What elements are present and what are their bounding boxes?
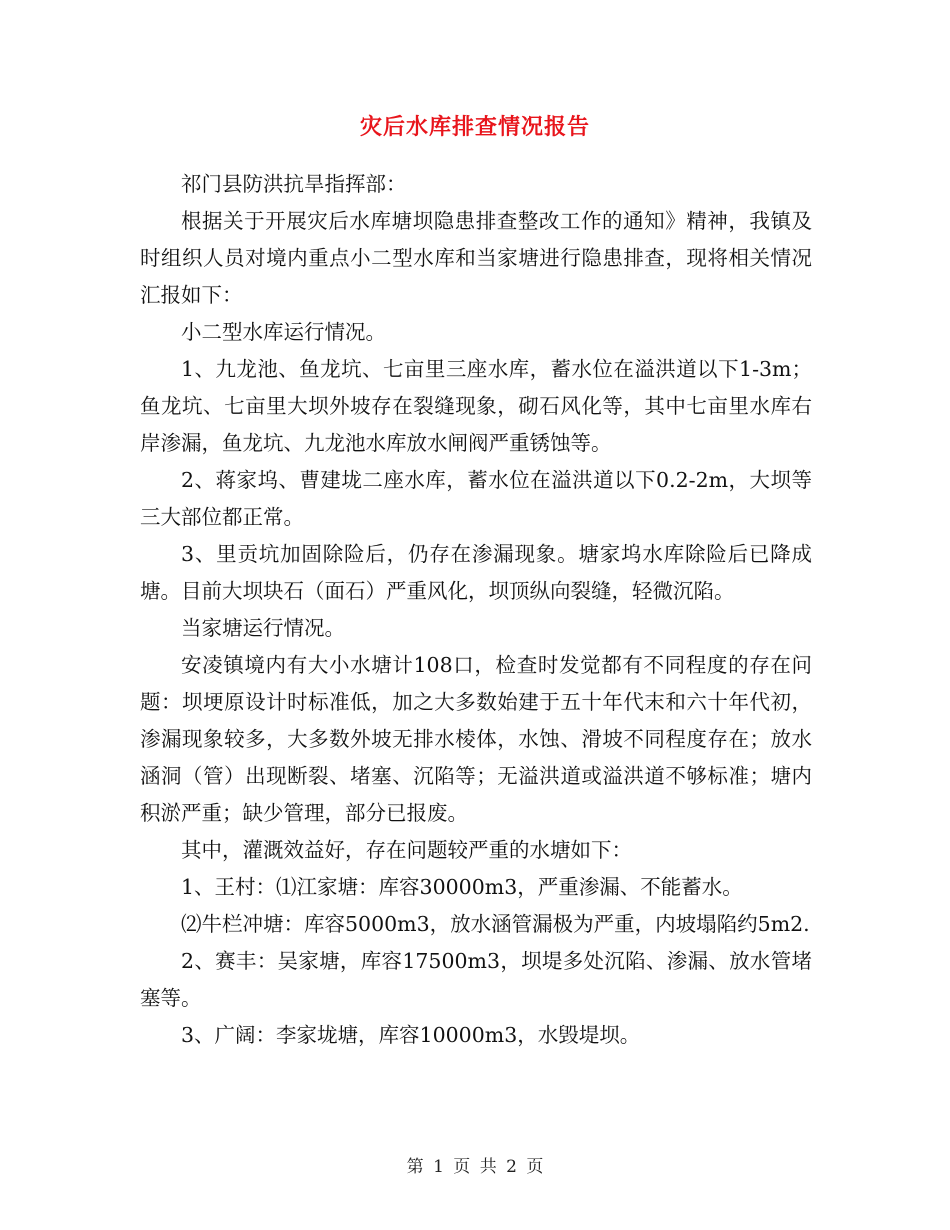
paragraph-pond-item-3: 3、广阔：李家垅塘，库容10000m3，水毁堤坝。 — [181, 1023, 641, 1047]
document-body — [140, 166, 812, 1054]
paragraph-pond-item-1b: ⑵牛栏冲塘：库容5000m3，放水涵管漏极为严重，内坡塌陷约5m2. — [181, 912, 810, 936]
paragraph-intro: 根据关于开展灾后水库塘坝隐患排查整改工作的通知》精神，我镇及时组织人员对境内重点小二型水库和当家塘进行隐患排查，现将相关情况汇报如下： — [140, 209, 812, 307]
paragraph-section-reservoirs: 小二型水库运行情况。 — [181, 320, 386, 344]
paragraph-addressee: 祁门县防洪抗旱指挥部： — [181, 172, 407, 196]
paragraph-pond-item-2: 2、赛丰：吴家塘，库容17500m3，坝堤多处沉陷、渗漏、放水管堵塞等。 — [140, 949, 812, 1010]
paragraph-reservoir-item-2: 2、蒋家坞、曹建垅二座水库，蓄水位在溢洪道以下0.2-2m，大坝等三大部位都正常。 — [140, 468, 812, 529]
paragraph-reservoir-item-3: 3、里贡坑加固除险后，仍存在渗漏现象。塘家坞水库除险后已降成塘。目前大坝块石（面石）严重风化，坝顶纵向裂缝，轻微沉陷。 — [140, 542, 812, 603]
document-title: 灾后水库排查情况报告 — [359, 114, 590, 140]
paragraph-reservoir-item-1: 1、九龙池、鱼龙坑、七亩里三座水库，蓄水位在溢洪道以下1-3m；鱼龙坑、七亩里大坝外坡存在裂缝现象，砌石风化等，其中七亩里水库右岸渗漏，鱼龙坑、九龙池水库放水闸阀严重锈蚀等。 — [140, 357, 812, 455]
paragraph-ponds-intro: 其中，灌溉效益好，存在问题较严重的水塘如下： — [181, 838, 632, 862]
paragraph-section-ponds: 当家塘运行情况。 — [181, 616, 345, 640]
paragraph-ponds-overview: 安凌镇境内有大小水塘计108口，检查时发觉都有不同程度的存在问题：坝埂原设计时标准低，加之大多数始建于五十年代末和六十年代初，渗漏现象较多，大多数外坡无排水棱体，水蚀、滑坡不同程度存在；放水涵洞（管）出现断裂、堵塞、沉陷等；无溢洪道或溢洪道不够标准；塘内积淤严重；缺少管理，部分已报废。 — [140, 653, 812, 825]
page-number-footer: 第 1 页 共 2 页 — [406, 1157, 544, 1177]
paragraph-pond-item-1: 1、王村：⑴江家塘：库容30000m3，严重渗漏、不能蓄水。 — [181, 875, 743, 899]
